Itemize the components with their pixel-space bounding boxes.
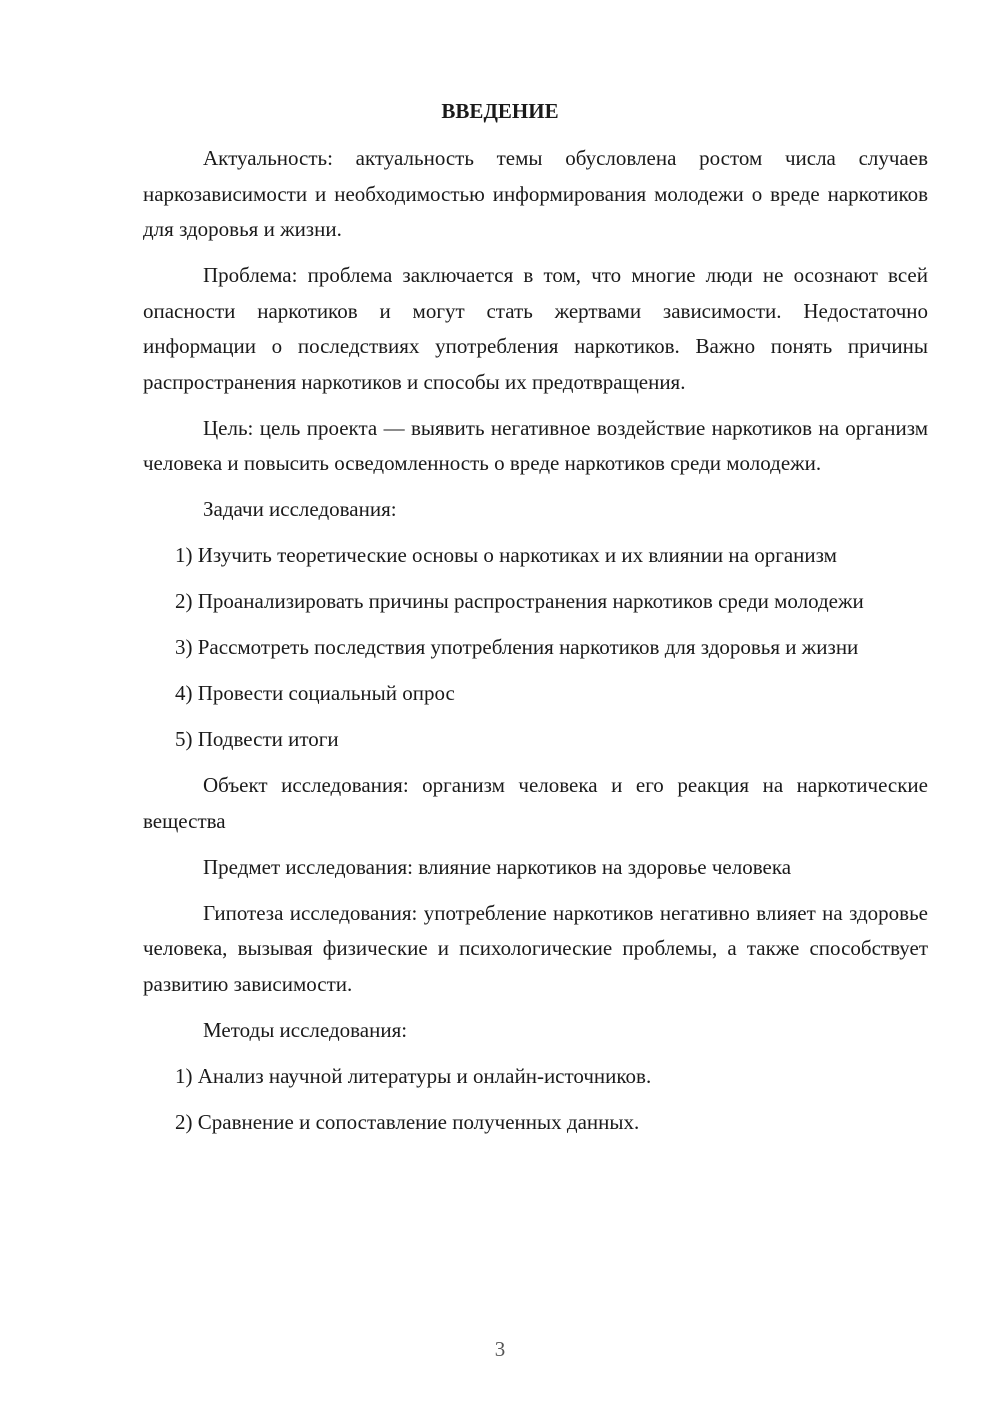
list-item-task-3: 3) Рассмотреть последствия употребления наркотиков для здоровья и жизни [175, 635, 859, 659]
list-item-method-1: 1) Анализ научной литературы и онлайн-источников. [175, 1063, 652, 1088]
paragraph-goal: Цель: цель проекта — выявить негативное воздействие наркотиков на организм человека и повысить осведомленность о вреде наркотиков среди молодежи. [143, 415, 928, 475]
paragraph-problem: Проблема: проблема заключается в том, что многие люди не осознают всей опасности наркотиков и могут стать жертвами зависимости. Недостаточно информации о последствиях употребления наркотиков. Важно понять причины распространения наркотиков и способы их предотвращения. [143, 263, 928, 394]
list-item-task-1: 1) Изучить теоретические основы о наркотиках и их влиянии на организм [175, 543, 837, 567]
list-item-task-4: 4) Провести социальный опрос [175, 681, 455, 705]
list-item-task-5: 5) Подвести итоги [175, 727, 339, 751]
list-item-method-2: 2) Сравнение и сопоставление полученных данных. [175, 1109, 640, 1134]
page-body [143, 141, 928, 1140]
paragraph-object: Объект исследования: организм человека и его реакция на наркотические вещества [143, 773, 928, 833]
paragraph-relevance: Актуальность: актуальность темы обусловлена ростом числа случаев наркозависимости и необходимостью информирования молодежи о вреде наркотиков для здоровья и жизни. [143, 146, 928, 241]
paragraph-subject: Предмет исследования: влияние наркотиков на здоровье человека [203, 854, 792, 879]
paragraph-hypothesis: Гипотеза исследования: употребление наркотиков негативно влияет на здоровье человека, вызывая физические и психологические проблемы, а также способствует развитию зависимости. [143, 900, 928, 996]
paragraph-methods-heading: Методы исследования: [203, 1017, 408, 1042]
page-number: 3 [494, 1337, 506, 1361]
list-item-task-2: 2) Проанализировать причины распространения наркотиков среди молодежи [175, 589, 864, 613]
page-title: ВВЕДЕНИЕ [441, 99, 559, 123]
paragraph-tasks-heading: Задачи исследования: [203, 497, 397, 521]
